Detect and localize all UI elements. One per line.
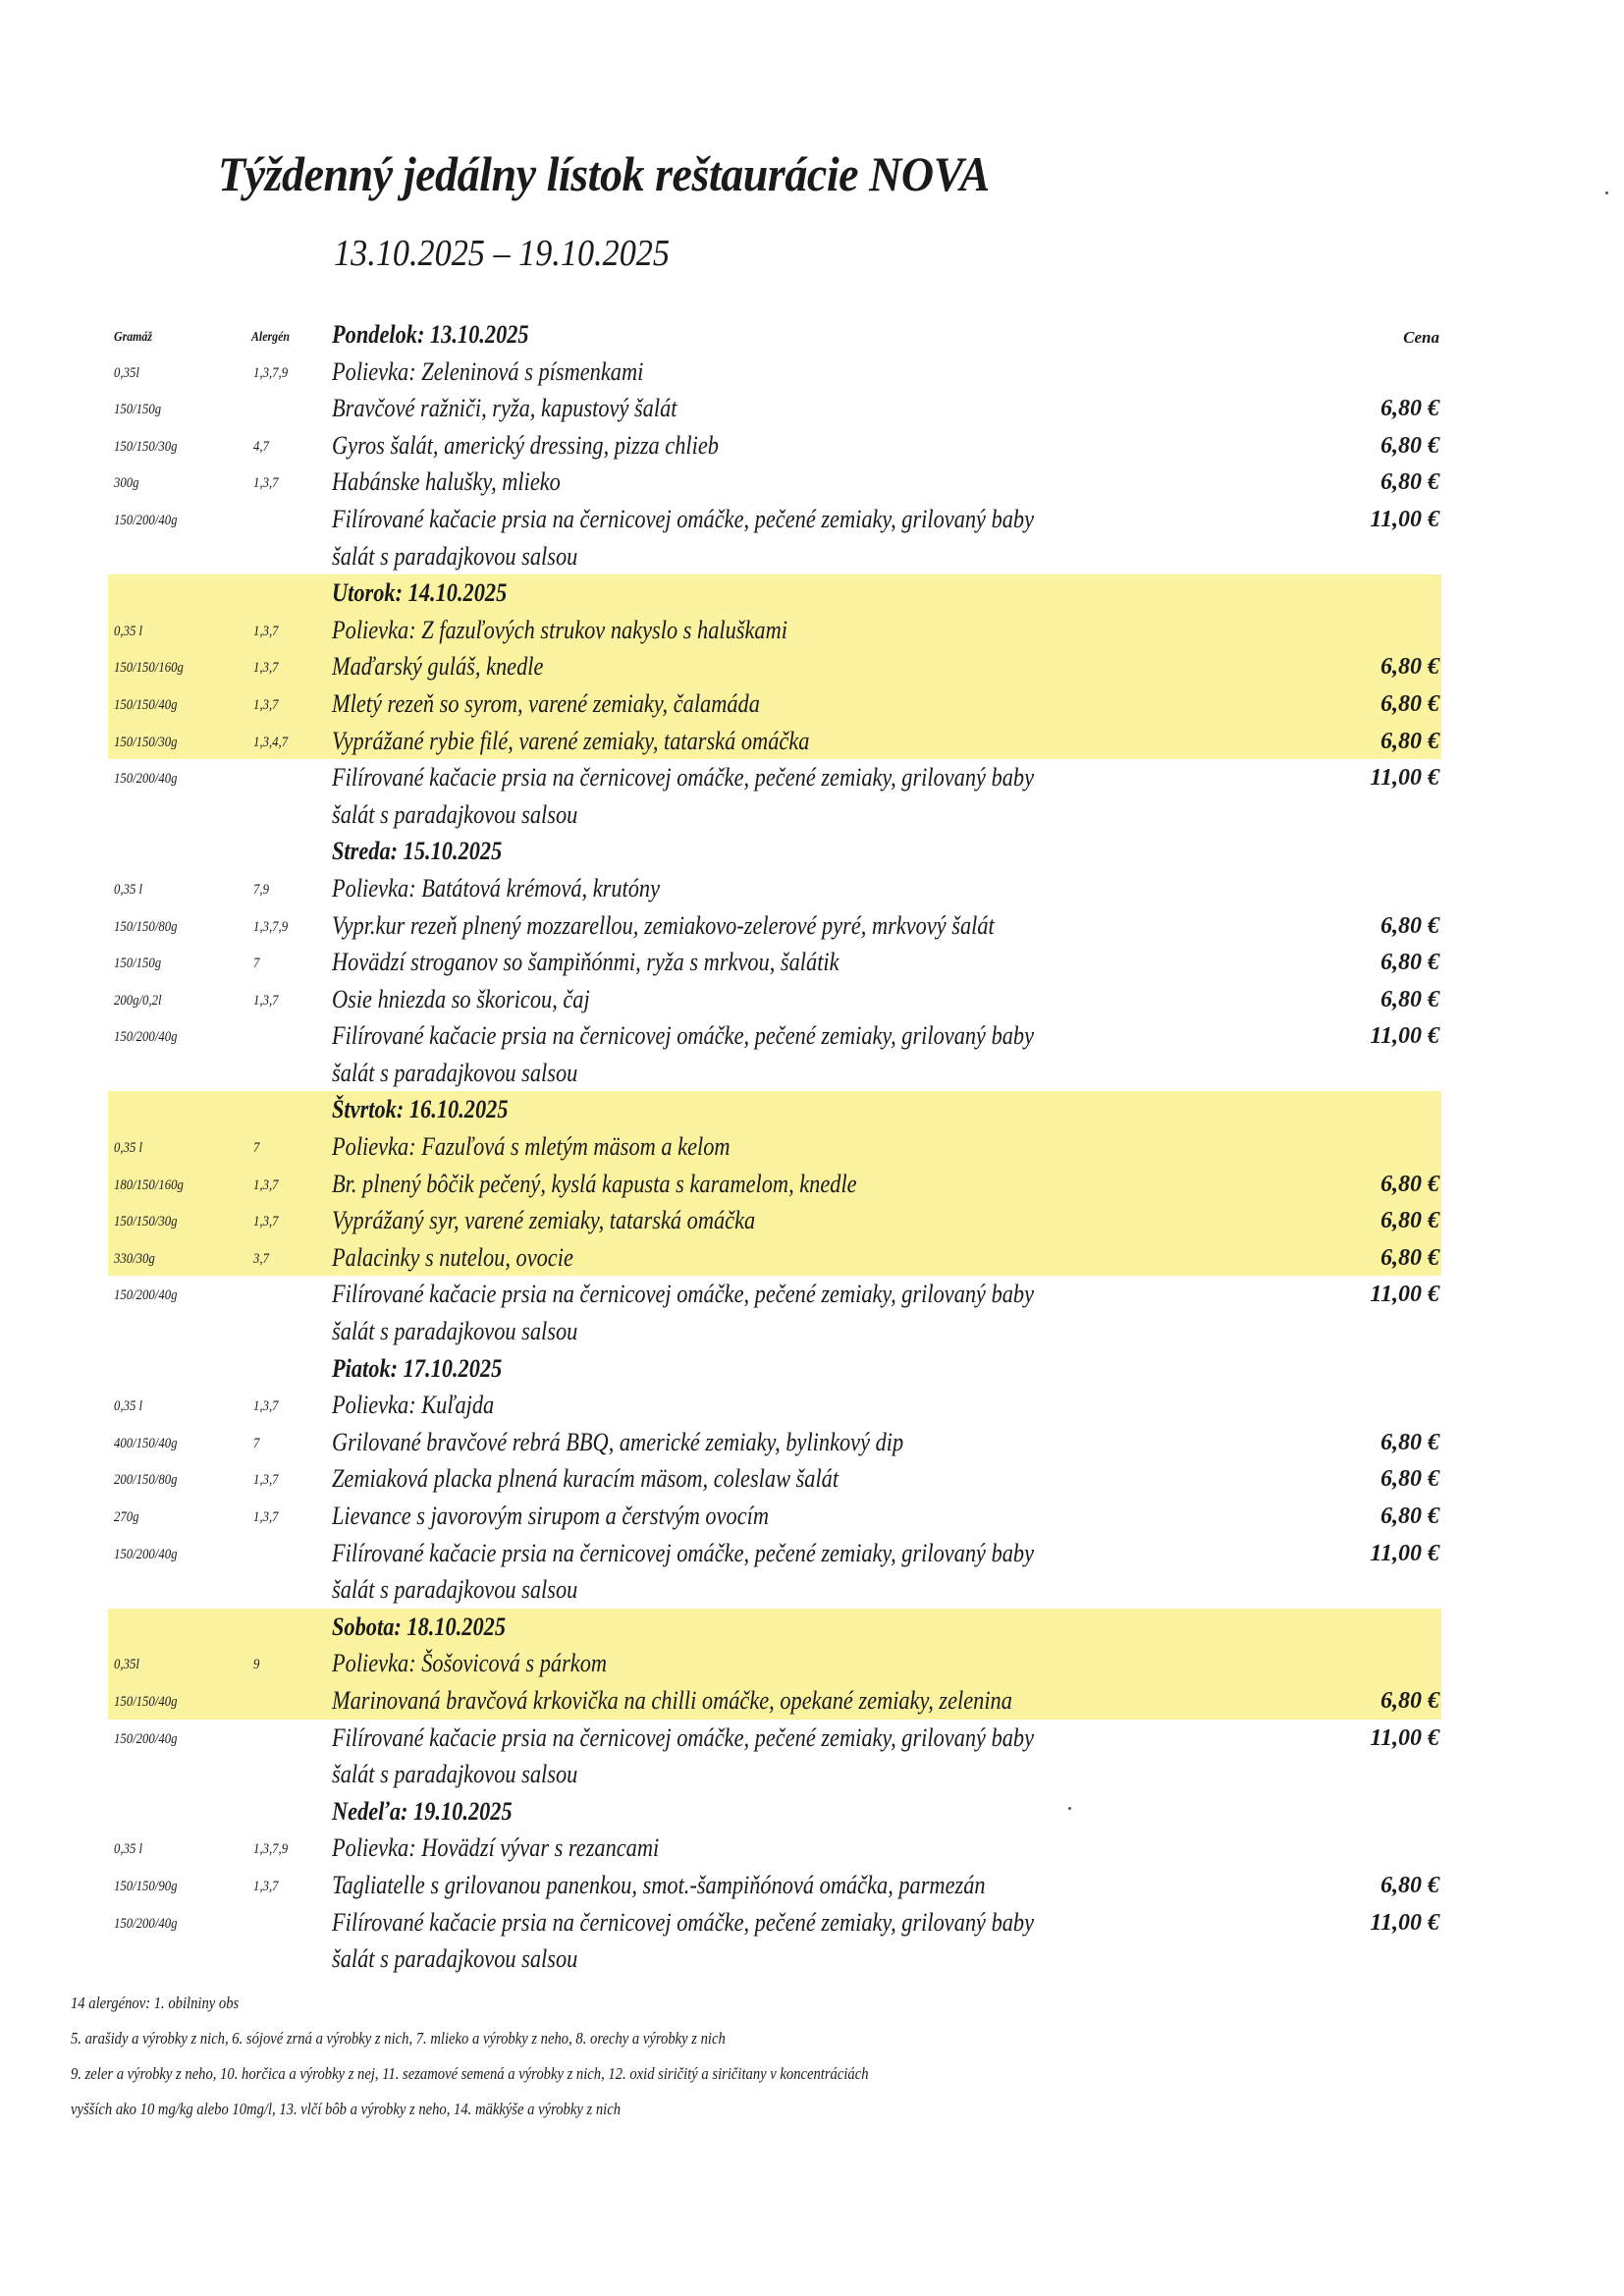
dish-name: Mletý rezeň so syrom, varené zemiaky, čalamáda: [332, 688, 760, 718]
allergen-legend-line-2: 5. arašidy a výrobky z nich, 6. sójové zrná a výrobky z nich, 7. mlieko a výrobky z neho, 8. orechy a výrobky z nich: [71, 2029, 726, 2048]
menu-item-continuation: [108, 1571, 1441, 1609]
portion-size: 400/150/40g: [114, 1435, 178, 1451]
menu-item-row: [108, 1682, 1441, 1720]
allergen-codes: 1,3,7,9: [253, 364, 289, 381]
menu-item-row: [108, 1424, 1441, 1461]
menu-item-row: [108, 685, 1441, 723]
dish-name: Polievka: Šošovicová s párkom: [332, 1649, 608, 1678]
dish-name: Grilované bravčové rebrá BBQ, americké zemiaky, bylinkový dip: [332, 1427, 904, 1456]
dish-price: 6,80 €: [1380, 1244, 1439, 1271]
dish-name-continued: šalát s paradajkovou salsou: [332, 1944, 578, 1974]
portion-size: 0,35l: [114, 364, 139, 381]
menu-item-row: [108, 501, 1441, 538]
dish-name: Bravčové ražniči, ryža, kapustový šalát: [332, 394, 677, 423]
dish-name: Vyprážaný syr, varené zemiaky, tatarská omáčka: [332, 1206, 756, 1235]
dish-name: Filírované kačacie prsia na černicovej omáčke, pečené zemiaky, grilovaný baby: [332, 1722, 1035, 1752]
menu-item-continuation: [108, 796, 1441, 834]
menu-item-row: [108, 464, 1441, 501]
portion-size: 0,35l: [114, 1657, 139, 1673]
day-heading: Štvrtok: 16.10.2025: [332, 1095, 509, 1124]
dish-price: 11,00 €: [1370, 1724, 1439, 1751]
portion-size: 0,35 l: [114, 623, 143, 639]
menu-item-row: [108, 390, 1441, 427]
dish-name: Marinovaná bravčová krkovička na chilli omáčke, opekané zemiaky, zelenina: [332, 1685, 1012, 1715]
dish-name: Polievka: Fazuľová s mletým mäsom a kelom: [332, 1132, 731, 1162]
menu-item-row: [108, 981, 1441, 1018]
day-heading-row: [108, 574, 1441, 612]
menu-item-continuation: [108, 1756, 1441, 1793]
menu-item-row: [108, 870, 1441, 907]
dish-name: Polievka: Z fazuľových strukov nakyslo s haluškami: [332, 615, 787, 644]
dish-name: Lievance s javorovým sirupom a čerstvým ovocím: [332, 1502, 770, 1530]
portion-size: 330/30g: [114, 1250, 155, 1267]
dish-name: Habánske halušky, mlieko: [332, 467, 561, 497]
portion-size: 150/200/40g: [114, 1730, 178, 1747]
dish-name: Polievka: Batátová krémová, krutóny: [332, 873, 661, 902]
menu-table: [108, 316, 1441, 1978]
menu-item-row: [108, 1239, 1441, 1277]
menu-item-row: [108, 1202, 1441, 1239]
day-heading: Sobota: 18.10.2025: [332, 1612, 507, 1641]
allergen-legend-line-3: 9. zeler a výrobky z neho, 10. horčica a výrobky z nej, 11. sezamové semená a výrobky z nich, 12. oxid siričitý a siričitany v koncentráciách: [71, 2064, 869, 2083]
dish-name-continued: šalát s paradajkovou salsou: [332, 1317, 578, 1346]
dish-name: Polievka: Kuľajda: [332, 1391, 495, 1420]
day-heading-row: [108, 1091, 1441, 1128]
menu-item-row: [108, 907, 1441, 945]
dish-price: 6,80 €: [1380, 654, 1439, 681]
portion-size: 150/200/40g: [114, 512, 178, 528]
dish-name: Filírované kačacie prsia na černicovej omáčke, pečené zemiaky, grilovaný baby: [332, 1907, 1035, 1937]
menu-item-row: [108, 1017, 1441, 1055]
allergen-codes: 1,3,7: [253, 475, 279, 492]
day-heading: Streda: 15.10.2025: [332, 837, 503, 866]
menu-item-row: [108, 1387, 1441, 1424]
dish-name: Vyprážané rybie filé, varené zemiaky, tatarská omáčka: [332, 726, 810, 755]
dish-name: Maďarský guláš, knedle: [332, 652, 544, 682]
allergen-codes: 1,3,4,7: [253, 734, 289, 750]
dish-name: Filírované kačacie prsia na černicovej omáčke, pečené zemiaky, grilovaný baby: [332, 1280, 1035, 1309]
dish-name: Filírované kačacie prsia na černicovej omáčke, pečené zemiaky, grilovaný baby: [332, 763, 1035, 793]
dish-name-continued: šalát s paradajkovou salsou: [332, 541, 578, 571]
dish-price: 6,80 €: [1380, 1171, 1439, 1197]
portion-size: 150/200/40g: [114, 1546, 178, 1562]
page-title: Týždenný jedálny lístok reštaurácie NOVA: [218, 146, 990, 201]
column-header-gramaz: Gramáž: [114, 330, 153, 345]
dish-price: 6,80 €: [1380, 1429, 1439, 1455]
allergen-codes: 1,3,7: [253, 992, 279, 1009]
menu-item-row: [108, 648, 1441, 685]
menu-item-row: [108, 1276, 1441, 1313]
dish-name-continued: šalát s paradajkovou salsou: [332, 799, 578, 829]
dish-name-continued: šalát s paradajkovou salsou: [332, 1760, 578, 1789]
menu-item-row: [108, 1830, 1441, 1867]
portion-size: 0,35 l: [114, 881, 143, 898]
portion-size: 150/150/80g: [114, 918, 178, 935]
menu-item-row: [108, 612, 1441, 649]
portion-size: 150/150/30g: [114, 1214, 178, 1230]
menu-item-row: [108, 1460, 1441, 1498]
dish-name: Vypr.kur rezeň plnený mozzarellou, zemiakovo-zelerové pyré, mrkvový šalát: [332, 910, 995, 940]
dish-price: 11,00 €: [1370, 1023, 1439, 1050]
dish-name: Polievka: Hovädzí vývar s rezancami: [332, 1833, 660, 1863]
portion-size: 150/150/30g: [114, 734, 178, 750]
day-heading-row: [108, 1793, 1441, 1831]
dish-price: 11,00 €: [1370, 506, 1439, 532]
dish-name: Zemiaková placka plnená kuracím mäsom, coleslaw šalát: [332, 1464, 839, 1494]
dish-price: 11,00 €: [1370, 1909, 1439, 1936]
menu-item-row: [108, 1867, 1441, 1904]
dish-name: Tagliatelle s grilovanou panenkou, smot.-šampiňónová omáčka, parmezán: [332, 1870, 986, 1899]
portion-size: 150/200/40g: [114, 1029, 178, 1046]
menu-item-continuation: [108, 1941, 1441, 1978]
dish-name: Hovädzí stroganov so šampiňónmi, ryža s mrkvou, šalátik: [332, 948, 839, 977]
dish-name: Polievka: Zeleninová s písmenkami: [332, 356, 644, 386]
dish-name: Filírované kačacie prsia na černicovej omáčke, pečené zemiaky, grilovaný baby: [332, 504, 1035, 533]
dish-name: Osie hniezda so škoricou, čaj: [332, 984, 590, 1013]
dish-price: 11,00 €: [1370, 765, 1439, 792]
menu-item-row: [108, 354, 1441, 391]
menu-item-row: [108, 1166, 1441, 1203]
day-heading-row: [108, 1350, 1441, 1388]
menu-item-continuation: [108, 1055, 1441, 1092]
menu-item-row: [108, 944, 1441, 981]
day-heading-row: [108, 833, 1441, 870]
dish-price: 6,80 €: [1380, 1687, 1439, 1714]
header-row: [108, 316, 1441, 354]
allergen-codes: 1,3,7,9: [253, 1841, 289, 1858]
menu-item-row: [108, 1128, 1441, 1166]
scan-speck: [1605, 191, 1608, 194]
menu-item-row: [108, 1535, 1441, 1572]
dish-name-continued: šalát s paradajkovou salsou: [332, 1058, 578, 1087]
allergen-codes: 3,7: [253, 1250, 269, 1267]
allergen-codes: 1,3,7: [253, 1398, 279, 1415]
portion-size: 150/150g: [114, 402, 162, 418]
allergen-codes: 7: [253, 1140, 260, 1157]
dish-name: Palacinky s nutelou, ovocie: [332, 1242, 573, 1272]
allergen-codes: 1,3,7: [253, 696, 279, 713]
allergen-codes: 1,3,7: [253, 1509, 279, 1525]
menu-item-row: [108, 1498, 1441, 1535]
dish-price: 6,80 €: [1380, 1208, 1439, 1234]
date-range: 13.10.2025 – 19.10.2025: [334, 233, 670, 274]
dish-price: 6,80 €: [1380, 469, 1439, 496]
allergen-codes: 1,3,7: [253, 1472, 279, 1489]
dish-name: Filírované kačacie prsia na černicovej omáčke, pečené zemiaky, grilovaný baby: [332, 1021, 1035, 1051]
portion-size: 270g: [114, 1509, 139, 1525]
portion-size: 200/150/80g: [114, 1472, 178, 1489]
allergen-codes: 1,3,7: [253, 660, 279, 677]
day-heading: Utorok: 14.10.2025: [332, 578, 508, 608]
portion-size: 0,35 l: [114, 1140, 143, 1157]
scan-speck: [1068, 1807, 1071, 1810]
allergen-codes: 1,3,7: [253, 1176, 279, 1193]
dish-price: 11,00 €: [1370, 1282, 1439, 1308]
dish-price: 6,80 €: [1380, 690, 1439, 717]
menu-item-row: [108, 1904, 1441, 1941]
dish-price: 11,00 €: [1370, 1540, 1439, 1566]
dish-name: Br. plnený bôčik pečený, kyslá kapusta s karamelom, knedle: [332, 1169, 857, 1198]
dish-price: 6,80 €: [1380, 912, 1439, 939]
allergen-legend-line-1: 14 alergénov: 1. obilniny obs: [71, 1994, 240, 2012]
allergen-codes: 1,3,7: [253, 623, 279, 639]
allergen-codes: 9: [253, 1657, 260, 1673]
menu-item-continuation: [108, 1313, 1441, 1350]
menu-item-continuation: [108, 538, 1441, 575]
portion-size: 0,35 l: [114, 1398, 143, 1415]
allergen-codes: 1,3,7: [253, 1214, 279, 1230]
dish-price: 6,80 €: [1380, 396, 1439, 422]
dish-name-continued: šalát s paradajkovou salsou: [332, 1575, 578, 1605]
dish-name: Gyros šalát, americký dressing, pizza chlieb: [332, 430, 719, 460]
portion-size: 200g/0,2l: [114, 992, 162, 1009]
portion-size: 150/200/40g: [114, 1287, 178, 1304]
column-header-cena: Cena: [1403, 328, 1439, 347]
dish-price: 6,80 €: [1380, 950, 1439, 976]
allergen-codes: 7: [253, 956, 260, 972]
allergen-codes: 7: [253, 1435, 260, 1451]
menu-item-row: [108, 1645, 1441, 1682]
menu-item-row: [108, 759, 1441, 796]
portion-size: 0,35 l: [114, 1841, 143, 1858]
portion-size: 150/150/30g: [114, 438, 178, 455]
allergen-codes: 4,7: [253, 438, 269, 455]
day-heading: Piatok: 17.10.2025: [332, 1353, 503, 1383]
dish-price: 6,80 €: [1380, 1503, 1439, 1529]
allergen-legend-line-4: vyšších ako 10 mg/kg alebo 10mg/l, 13. vlčí bôb a výrobky z neho, 14. mäkkýše a výrobky z nich: [71, 2100, 622, 2118]
portion-size: 150/200/40g: [114, 771, 178, 788]
dish-price: 6,80 €: [1380, 1872, 1439, 1898]
allergen-codes: 7,9: [253, 881, 269, 898]
day-heading: Pondelok: 13.10.2025: [332, 320, 529, 349]
portion-size: 150/150g: [114, 956, 162, 972]
portion-size: 150/150/160g: [114, 660, 184, 677]
dish-price: 6,80 €: [1380, 986, 1439, 1012]
allergen-codes: 1,3,7: [253, 1878, 279, 1894]
menu-item-row: [108, 1720, 1441, 1757]
portion-size: 150/150/90g: [114, 1878, 178, 1894]
menu-item-row: [108, 723, 1441, 760]
dish-price: 6,80 €: [1380, 432, 1439, 459]
day-heading: Nedeľa: 19.10.2025: [332, 1796, 513, 1826]
day-heading-row: [108, 1609, 1441, 1646]
portion-size: 300g: [114, 475, 139, 492]
allergen-codes: 1,3,7,9: [253, 918, 289, 935]
portion-size: 150/200/40g: [114, 1915, 178, 1932]
dish-price: 6,80 €: [1380, 1466, 1439, 1493]
portion-size: 150/150/40g: [114, 1693, 178, 1710]
portion-size: 180/150/160g: [114, 1176, 184, 1193]
portion-size: 150/150/40g: [114, 696, 178, 713]
menu-item-row: [108, 427, 1441, 465]
dish-name: Filírované kačacie prsia na černicovej omáčke, pečené zemiaky, grilovaný baby: [332, 1538, 1035, 1567]
column-header-alergen: Alergén: [251, 330, 291, 345]
dish-price: 6,80 €: [1380, 728, 1439, 754]
